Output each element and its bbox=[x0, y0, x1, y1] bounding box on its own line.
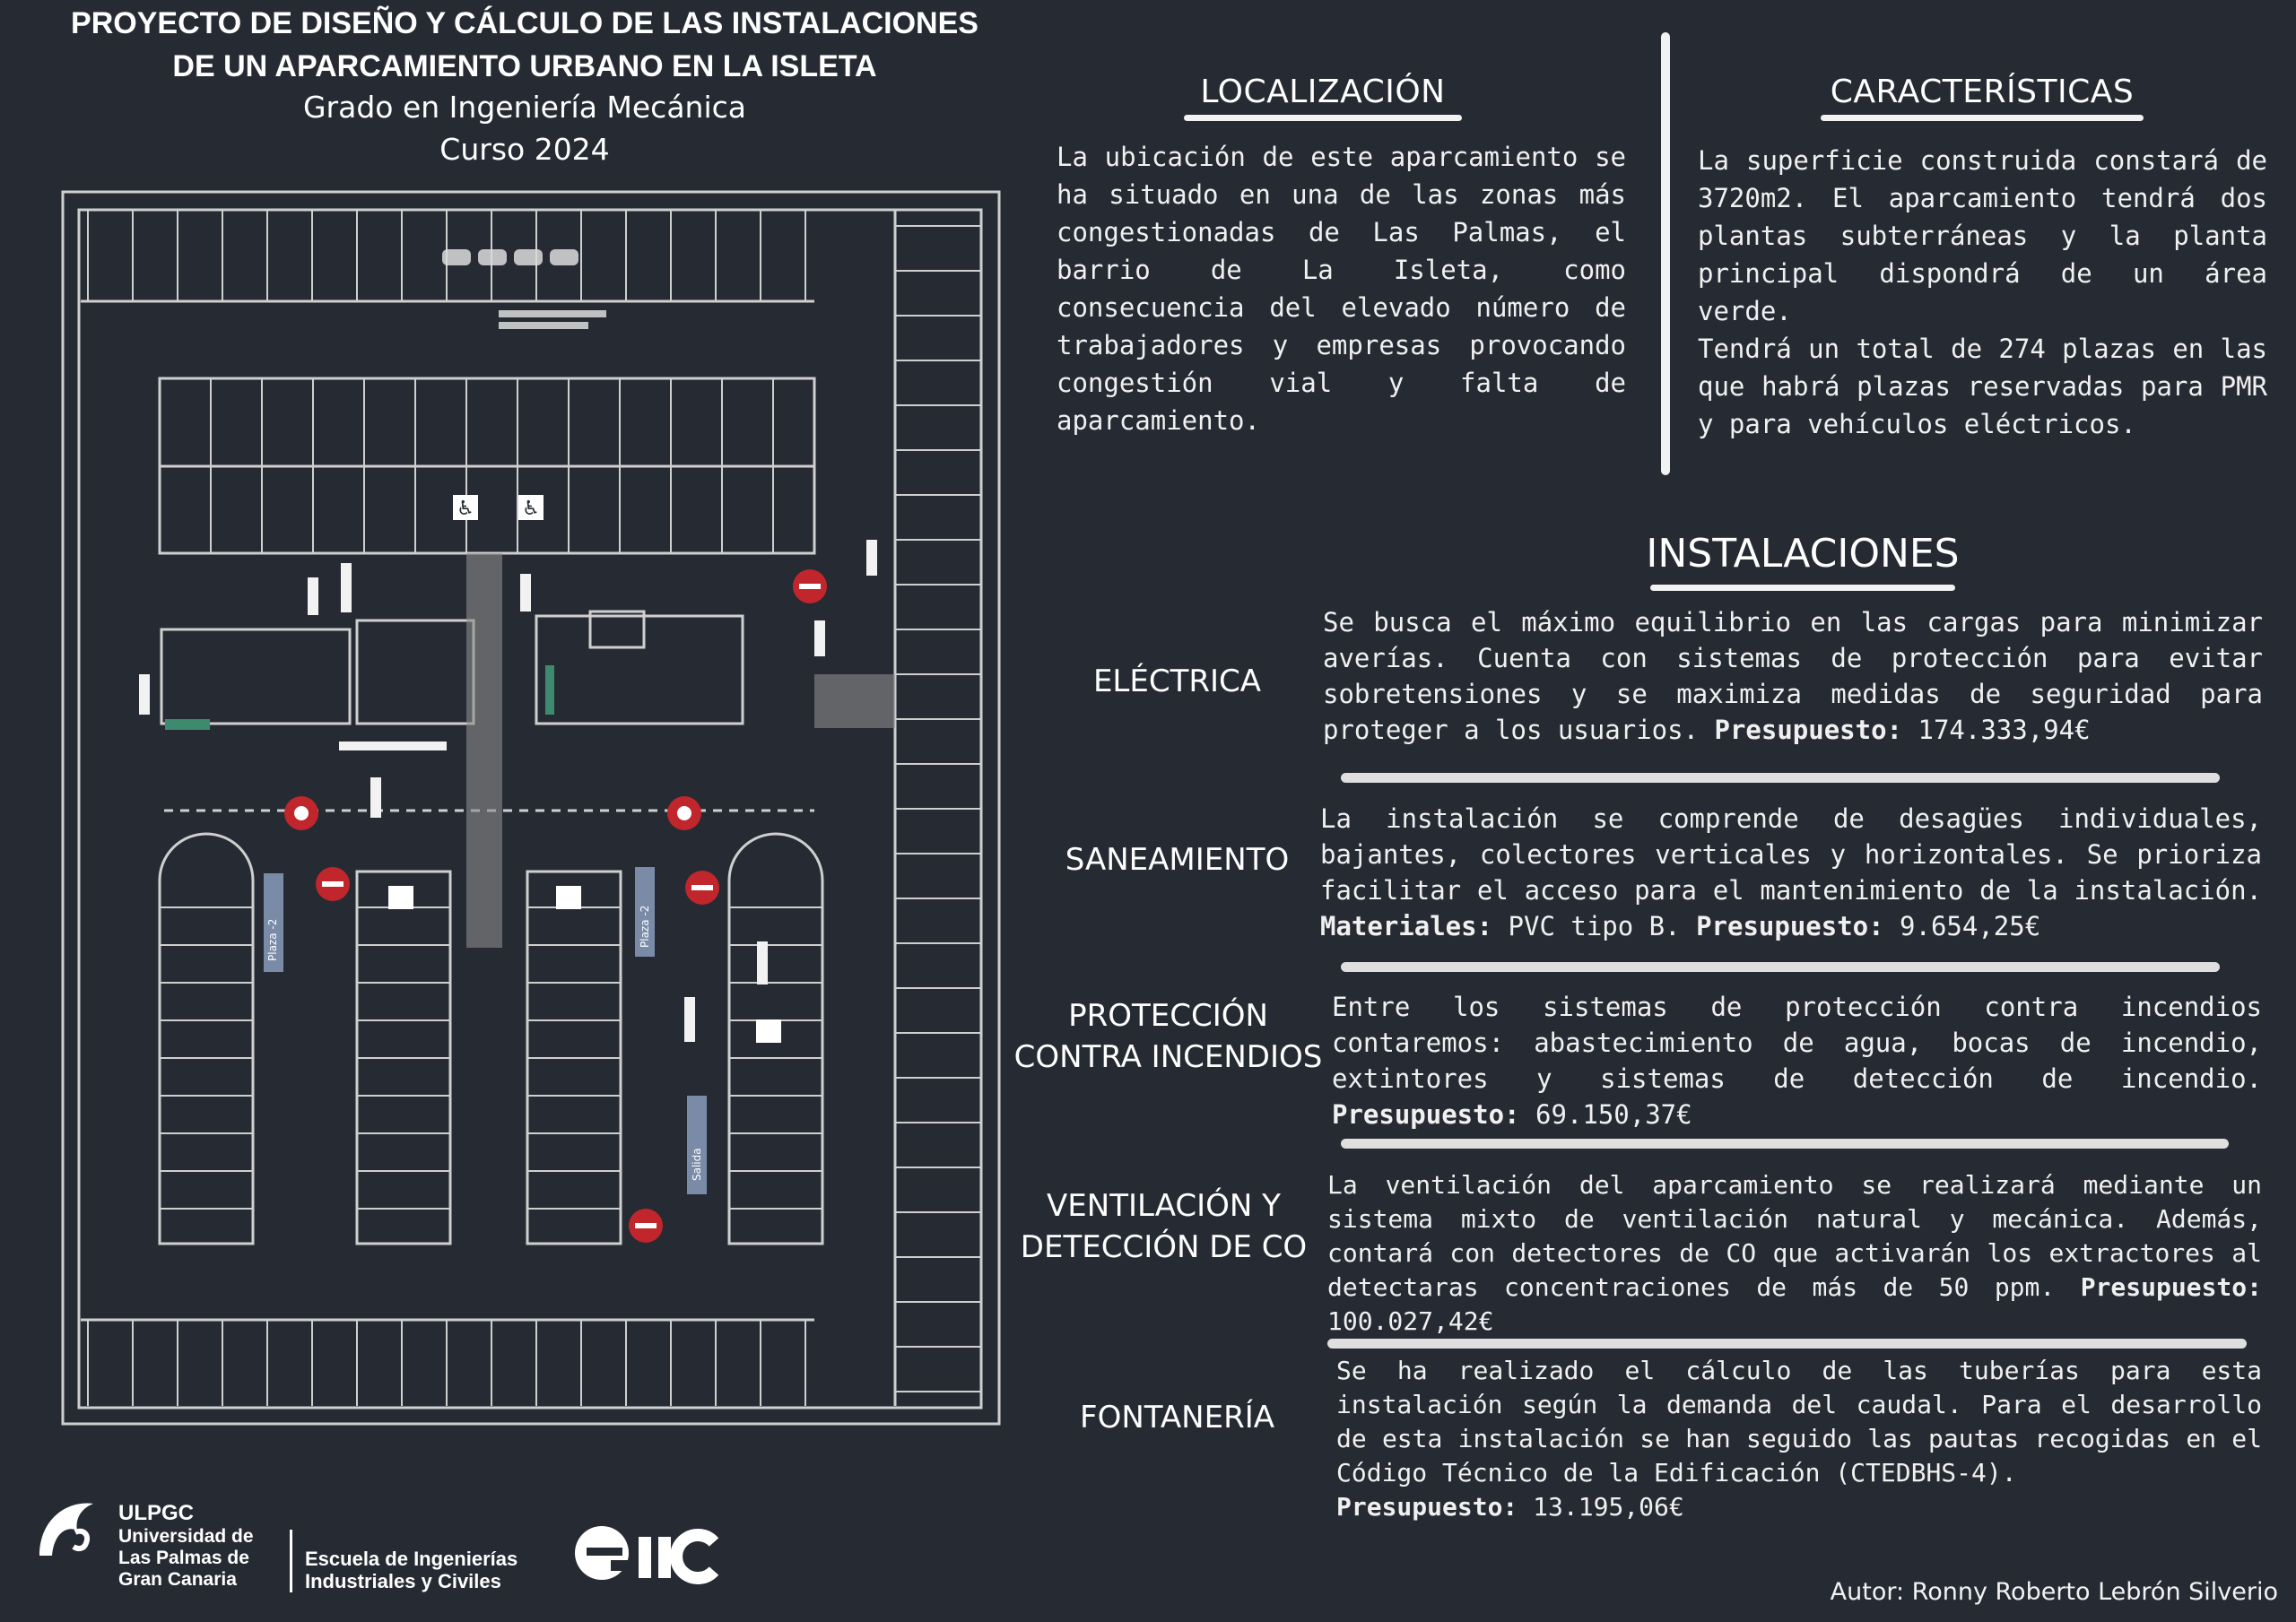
fontaneria-description: Se ha realizado el cálculo de las tuberías para esta instalación según la demanda del caudal. Para el desarrollo de esta instalación se han seguido las pautas recogidas en el Código Técnico de la Edificación (CTEDBHS-4). bbox=[1336, 1356, 2262, 1488]
fontaneria-budget-label: Presupuesto: bbox=[1336, 1492, 1518, 1522]
saneamiento-description: La instalación se comprende de desagües individuales, bajantes, colectores verticales y horizontales. Se prioriza facilitar el acceso para el mantenimiento de la instalación. bbox=[1320, 803, 2262, 906]
saneamiento-label: SANEAMIENTO bbox=[1065, 842, 1290, 878]
ventilacion-label bbox=[1013, 1185, 1314, 1268]
proteccion-description: Entre los sistemas de protección contra incendios contaremos: abastecimiento de agua, bocas de incendio, extintores y sistemas de detección de incendio. bbox=[1332, 992, 2262, 1094]
localizacion-underline bbox=[1184, 115, 1462, 121]
fontaneria-text bbox=[1336, 1354, 2262, 1524]
author-credit: Autor: Ronny Roberto Lebrón Silverio bbox=[1830, 1578, 2278, 1606]
ulpgc-logo-icon bbox=[30, 1493, 111, 1565]
ventilacion-label-line-2: DETECCIÓN DE CO bbox=[1020, 1229, 1308, 1265]
electrica-description: Se busca el máximo equilibrio en las cargas para minimizar averías. Cuenta con sistemas de protección para evitar sobretensiones y se maximiza medidas de seguridad para proteger a los usuarios. bbox=[1323, 607, 2263, 745]
localizacion-heading: LOCALIZACIÓN bbox=[1200, 74, 1446, 110]
electrica-text bbox=[1323, 604, 2263, 748]
saneamiento-budget-value: 9.654,25€ bbox=[1900, 911, 2041, 941]
ulpgc-name-line-1: Universidad de bbox=[118, 1526, 254, 1547]
proteccion-budget-value: 69.150,37€ bbox=[1535, 1099, 1692, 1130]
fontaneria-label: FONTANERÍA bbox=[1080, 1400, 1274, 1436]
proteccion-label-line-2: CONTRA INCENDIOS bbox=[1013, 1039, 1323, 1075]
saneamiento-text bbox=[1320, 801, 2262, 944]
fontaneria-budget-value: 13.195,06€ bbox=[1533, 1492, 1684, 1522]
localizacion-text: La ubicación de este aparcamiento se ha situado en una de las zonas más congestionadas de Las Palmas, el barrio de La Isleta, como consecuencia del elevado número de trabajadores y empresas provocando congestión vial y falta de aparcamiento. bbox=[1057, 142, 1626, 436]
ventilacion-description: La ventilación del aparcamiento se realizará mediante un sistema mixto de ventilación natural y mecánica. Además, contará con detectores de CO que activarán los extractores al detectaras concentraciones de más de 50 ppm. bbox=[1327, 1170, 2262, 1302]
ventilacion-budget-value: 100.027,42€ bbox=[1327, 1306, 1494, 1336]
ulpgc-acronym: ULPGC bbox=[118, 1501, 194, 1525]
instalaciones-underline bbox=[1650, 585, 1955, 591]
caracteristicas-text-2: Tendrá un total de 274 plazas en las que habrá plazas reservadas para PMR y para vehículos eléctricos. bbox=[1698, 334, 2267, 439]
sign-exit-text: Salida bbox=[691, 1148, 703, 1181]
title-line-1: PROYECTO DE DISEÑO Y CÁLCULO DE LAS INSTALACIONES bbox=[71, 6, 978, 40]
course-year: Curso 2024 bbox=[439, 132, 610, 167]
sign-plaza-right-text: Plaza -2 bbox=[639, 905, 651, 948]
electrica-budget-label: Presupuesto: bbox=[1714, 715, 1903, 745]
saneamiento-materials-label: Materiales: bbox=[1320, 911, 1493, 941]
section-divider-vertical bbox=[1661, 32, 1670, 475]
accessible-parking-icon bbox=[453, 495, 544, 520]
proteccion-budget-label: Presupuesto: bbox=[1332, 1099, 1520, 1130]
divider-electrica bbox=[1341, 773, 2220, 783]
svg-text:♿: ♿ bbox=[522, 498, 540, 520]
school-name-line-2: Industriales y Civiles bbox=[305, 1570, 501, 1592]
eiic-logo bbox=[570, 1515, 723, 1587]
caracteristicas-underline bbox=[1821, 115, 2144, 121]
instalaciones-heading: INSTALACIONES bbox=[1646, 531, 1960, 577]
school-name bbox=[305, 1548, 517, 1592]
caracteristicas-text-1: La superficie construida constará de 3720m2. El aparcamiento tendrá dos plantas subterráneas y la planta principal dispondrá de un área verde. bbox=[1698, 145, 2267, 326]
sign-plaza-left-text: Plaza -2 bbox=[266, 918, 279, 961]
divider-proteccion bbox=[1341, 1139, 2229, 1149]
title-line-2: DE UN APARCAMIENTO URBANO EN LA ISLETA bbox=[172, 49, 877, 83]
ventilacion-budget-label: Presupuesto: bbox=[2080, 1272, 2262, 1302]
proteccion-text bbox=[1332, 989, 2262, 1132]
parking-floor-plan bbox=[61, 190, 1003, 1427]
degree-name: Grado en Ingeniería Mecánica bbox=[302, 90, 747, 125]
divider-saneamiento bbox=[1341, 962, 2220, 972]
school-name-line-1: Escuela de Ingenierías bbox=[305, 1548, 518, 1570]
divider-ventilacion bbox=[1327, 1339, 2247, 1349]
footer-logo-divider bbox=[290, 1530, 292, 1592]
svg-text:♿: ♿ bbox=[457, 498, 474, 520]
electrica-label: ELÉCTRICA bbox=[1092, 664, 1262, 699]
ulpgc-name bbox=[118, 1526, 254, 1591]
saneamiento-budget-label: Presupuesto: bbox=[1696, 911, 1884, 941]
ventilacion-text bbox=[1327, 1168, 2262, 1339]
saneamiento-materials-value: PVC tipo B. bbox=[1508, 911, 1681, 941]
electrica-budget-value: 174.333,94€ bbox=[1918, 715, 2091, 745]
ventilacion-label-line-1: VENTILACIÓN Y bbox=[1047, 1188, 1281, 1224]
ulpgc-name-line-3: Gran Canaria bbox=[118, 1569, 237, 1590]
parking-plan-drawing bbox=[61, 190, 1003, 1427]
proteccion-label bbox=[1013, 995, 1323, 1078]
proteccion-label-line-1: PROTECCIÓN bbox=[1068, 998, 1268, 1034]
caracteristicas-heading: CARACTERÍSTICAS bbox=[1830, 74, 2135, 110]
ev-charging-icon bbox=[388, 886, 781, 1043]
ulpgc-name-line-2: Las Palmas de bbox=[118, 1548, 249, 1568]
